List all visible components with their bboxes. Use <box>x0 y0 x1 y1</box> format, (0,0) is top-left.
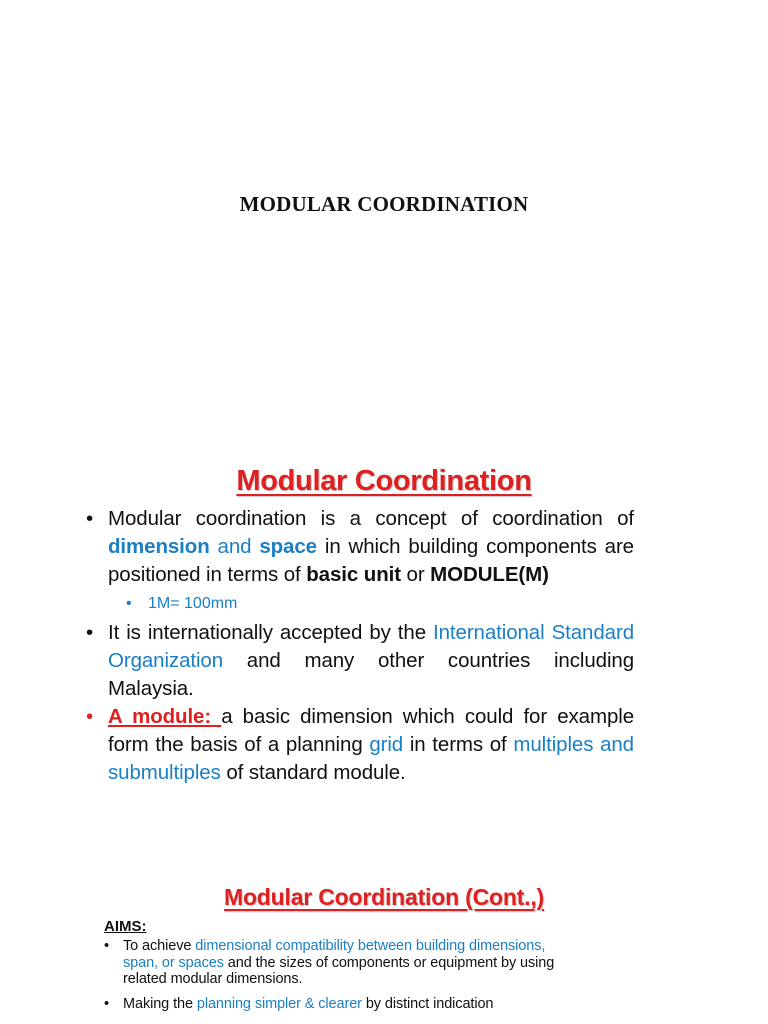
highlight-grid: grid <box>369 733 404 756</box>
highlight-basic-unit: basic unit <box>306 563 401 586</box>
slide-modular-coordination-cont <box>0 880 768 1024</box>
bullet-text: of standard module. <box>220 761 406 784</box>
aim-compatibility <box>104 938 584 988</box>
bullet-dot: • <box>126 595 132 612</box>
sub-bullet-text: 1M= 100mm <box>148 595 238 612</box>
highlight-and: and <box>209 535 260 558</box>
bullet-text: by distinct indication <box>361 995 494 1012</box>
bullet-text: To achieve <box>123 938 196 954</box>
aims-label: AIMS: <box>104 918 147 935</box>
highlight-module: MODULE(M) <box>430 563 549 586</box>
highlight-iso: International Standard Organization <box>108 621 634 672</box>
bullet-dot: • <box>86 621 94 644</box>
bullet-dot: • <box>104 995 109 1012</box>
sub-bullet-module-value <box>86 589 634 619</box>
bullet-text: It is internationally accepted by the <box>108 621 434 644</box>
highlight-dimension: dimension <box>108 535 210 558</box>
bullet-text: Modular coordination is a concept of coordination of <box>108 507 634 530</box>
bullet-text: in terms of <box>403 733 514 756</box>
aim-planning <box>104 996 584 1013</box>
bullet-text: or <box>400 563 431 586</box>
highlight-compatibility: dimensional compatibility between building dimensions, span, or spaces <box>123 938 546 971</box>
bullet-list <box>86 505 634 787</box>
highlight-planning: planning simpler & clearer <box>196 995 362 1012</box>
highlight-space: space <box>259 535 317 558</box>
bullet-international <box>86 619 634 703</box>
bullet-definition <box>86 505 634 589</box>
bullet-text: and the sizes of components or equipment by using related modular dimensions. <box>123 954 555 987</box>
bullet-dot: • <box>86 507 94 530</box>
bullet-text: in which building components are positioned in terms of <box>108 535 634 586</box>
aims-list <box>104 938 584 1020</box>
bullet-text: and many other countries including Malaysia. <box>108 649 634 700</box>
highlight-multiples: multiples and submultiples <box>108 733 634 784</box>
slide-title: Modular Coordination <box>236 465 532 497</box>
bullet-text: a basic dimension which could for example form the basis of a planning <box>108 705 634 756</box>
slide-title: Modular Coordination (Cont.,) <box>224 884 544 910</box>
bullet-text: Making the <box>123 995 197 1012</box>
bullet-dot: • <box>86 705 94 728</box>
slide-modular-coordination <box>0 455 768 865</box>
bullet-dot: • <box>104 938 109 954</box>
term-a-module: A module: <box>108 705 222 728</box>
bullet-module-definition <box>86 703 634 787</box>
page-title: MODULAR COORDINATION <box>239 192 529 216</box>
